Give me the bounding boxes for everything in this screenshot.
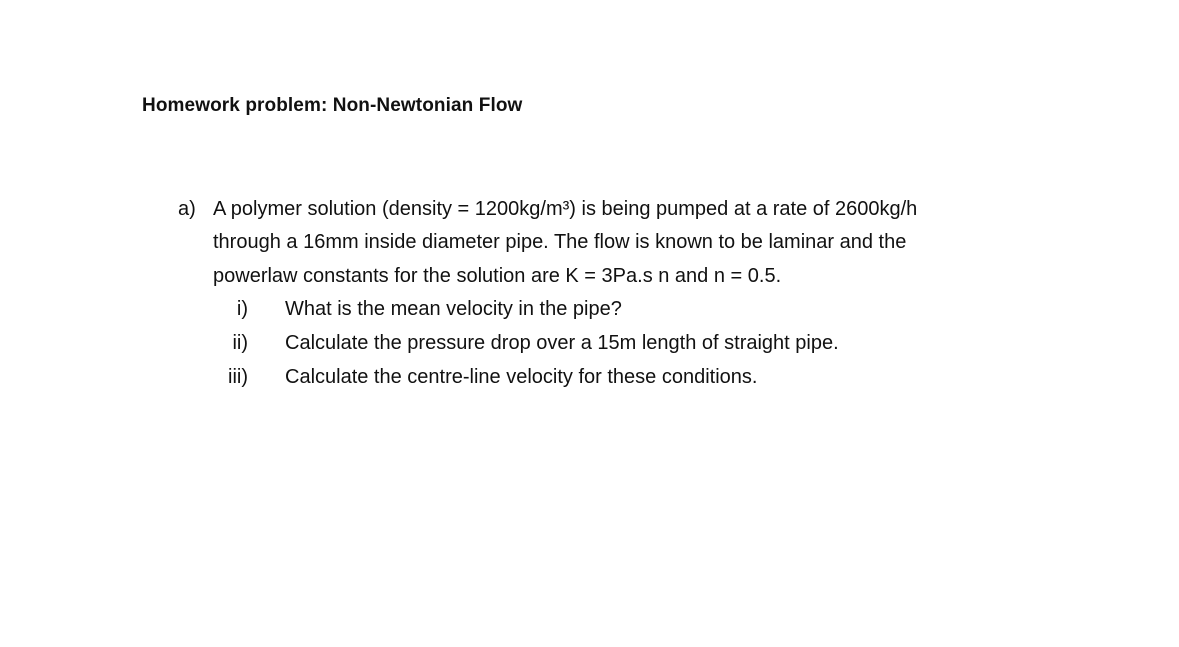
problem-text-line: through a 16mm inside diameter pipe. The flow is known to be laminar and the [213,231,907,253]
subquestion-text: What is the mean velocity in the pipe? [285,298,622,320]
subquestion-label: iii) [228,366,248,388]
subquestion-text: Calculate the pressure drop over a 15m length of straight pipe. [285,332,839,354]
problem-text-line: powerlaw constants for the solution are K = 3Pa.s n and n = 0.5. [213,265,782,287]
problem-label: a) [178,198,196,220]
subquestion-text: Calculate the centre-line velocity for these conditions. [285,366,758,388]
subquestion-label: i) [236,298,248,320]
page-title: Homework problem: Non-Newtonian Flow [142,95,523,116]
problem-text-line: A polymer solution (density = 1200kg/m³) is being pumped at a rate of 2600kg/h [213,198,918,220]
subquestion-label: ii) [232,332,248,354]
